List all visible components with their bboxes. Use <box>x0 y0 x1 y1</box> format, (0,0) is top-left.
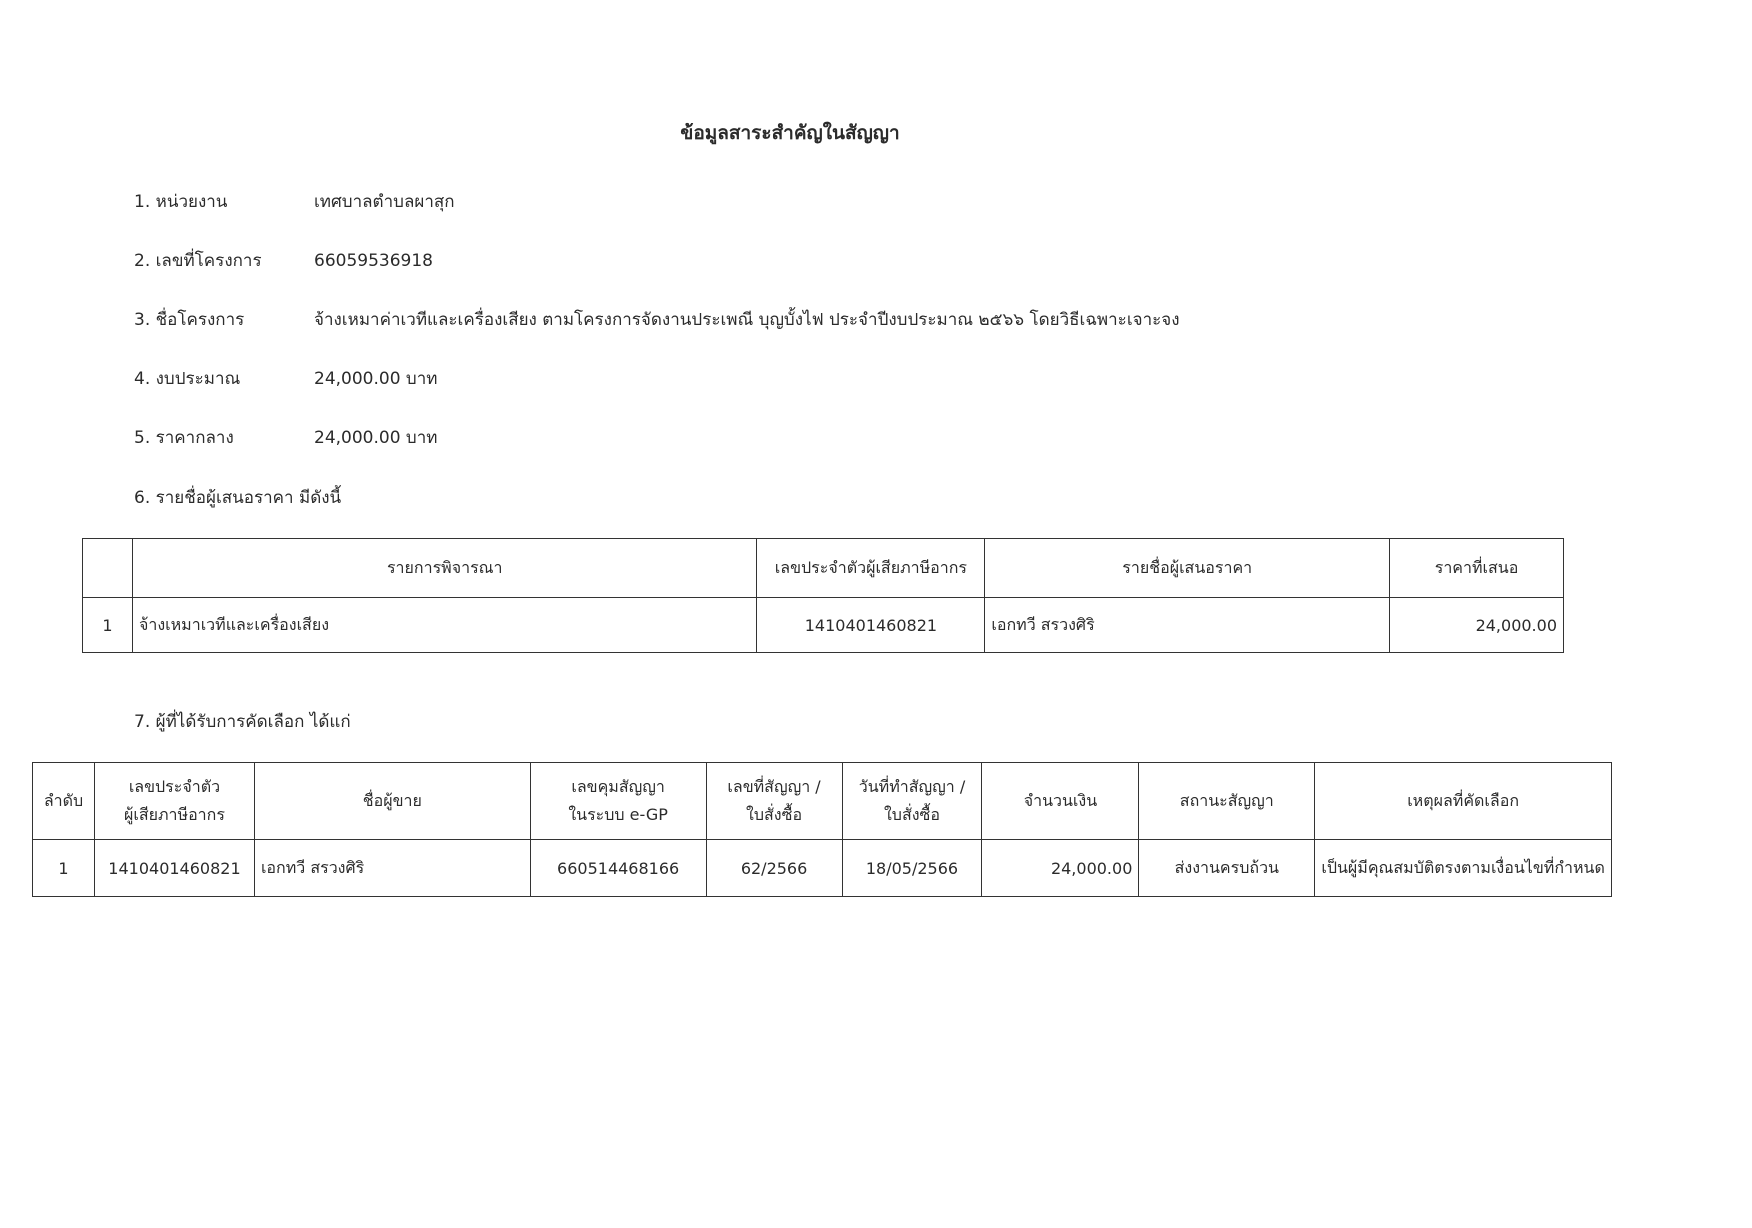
field-project-name <box>134 306 1180 333</box>
header-line: ลำดับ <box>43 791 84 810</box>
field-value: 24,000.00 บาท <box>314 369 438 389</box>
table-header-row <box>83 539 1564 598</box>
field-value: 24,000.00 บาท <box>314 428 438 448</box>
table-header-row <box>33 763 1612 840</box>
table-cell: 1410401460821 <box>757 598 985 653</box>
field-value: เทศบาลตำบลผาสุก <box>314 192 455 212</box>
field-value: จ้างเหมาค่าเวทีและเครื่องเสียง ตามโครงการจัดงานประเพณี บุญบั้งไฟ ประจำปีงบประมาณ ๒๕๖๖ โดยวิธีเฉพาะเจาะจง <box>314 310 1180 330</box>
header-line: ในระบบ e-GP <box>568 805 668 824</box>
table-cell: 24,000.00 <box>982 840 1139 897</box>
table-cell: เป็นผู้มีคุณสมบัติตรงตามเงื่อนไขที่กำหนด <box>1315 840 1612 897</box>
document-title: ข้อมูลสาระสำคัญในสัญญา <box>680 122 900 144</box>
header-cell <box>254 763 530 840</box>
table-cell: เอกทวี สรวงศิริ <box>254 840 530 897</box>
header-cell <box>530 763 706 840</box>
table-cell: ส่งงานครบถ้วน <box>1139 840 1315 897</box>
header-cell <box>33 763 95 840</box>
header-line: ใบสั่งซื้อ <box>746 805 803 824</box>
header-line: เลขประจำตัว <box>128 777 221 796</box>
table-cell: 1410401460821 <box>94 840 254 897</box>
section7-heading: 7. ผู้ที่ได้รับการคัดเลือก ได้แก่ <box>134 712 351 732</box>
section6-heading: 6. รายชื่อผู้เสนอราคา มีดังนี้ <box>134 488 342 508</box>
header-cell: รายชื่อผู้เสนอราคา <box>985 539 1390 598</box>
header-line: ใบสั่งซื้อ <box>883 805 940 824</box>
table-cell: 62/2566 <box>706 840 842 897</box>
field-value: 66059536918 <box>314 251 433 271</box>
table-row <box>83 598 1564 653</box>
header-cell <box>1315 763 1612 840</box>
header-line: เลขที่สัญญา / <box>727 777 821 796</box>
field-label: 4. งบประมาณ <box>134 369 241 389</box>
header-line: เลขคุมสัญญา <box>571 777 665 796</box>
bidders-table <box>82 538 1564 653</box>
selected-vendor-table <box>32 762 1612 897</box>
header-line: ชื่อผู้ขาย <box>362 791 422 810</box>
table-cell: เอกทวี สรวงศิริ <box>985 598 1390 653</box>
header-cell <box>842 763 982 840</box>
header-line: สถานะสัญญา <box>1179 791 1274 810</box>
table-cell: จ้างเหมาเวทีและเครื่องเสียง <box>132 598 756 653</box>
table-row <box>33 840 1612 897</box>
header-cell <box>1139 763 1315 840</box>
header-line: เหตุผลที่คัดเลือก <box>1407 791 1519 810</box>
field-label: 1. หน่วยงาน <box>134 192 228 212</box>
table-cell: 24,000.00 <box>1390 598 1564 653</box>
field-project-number <box>134 247 433 274</box>
header-cell <box>94 763 254 840</box>
field-label: 3. ชื่อโครงการ <box>134 310 245 330</box>
header-line: จำนวนเงิน <box>1023 791 1098 810</box>
field-label: 5. ราคากลาง <box>134 428 234 448</box>
table-cell: 1 <box>83 598 133 653</box>
field-agency <box>134 188 455 215</box>
header-line: วันที่ทำสัญญา / <box>858 777 966 796</box>
field-reference-price <box>134 424 437 451</box>
header-cell <box>83 539 133 598</box>
header-cell <box>706 763 842 840</box>
header-cell: ราคาที่เสนอ <box>1390 539 1564 598</box>
header-cell: รายการพิจารณา <box>132 539 756 598</box>
table-cell: 660514468166 <box>530 840 706 897</box>
header-cell <box>982 763 1139 840</box>
header-line: ผู้เสียภาษีอากร <box>124 805 225 824</box>
table-cell: 18/05/2566 <box>842 840 982 897</box>
field-budget <box>134 365 437 392</box>
table-cell: 1 <box>33 840 95 897</box>
field-label: 2. เลขที่โครงการ <box>134 251 262 271</box>
header-cell: เลขประจำตัวผู้เสียภาษีอากร <box>757 539 985 598</box>
